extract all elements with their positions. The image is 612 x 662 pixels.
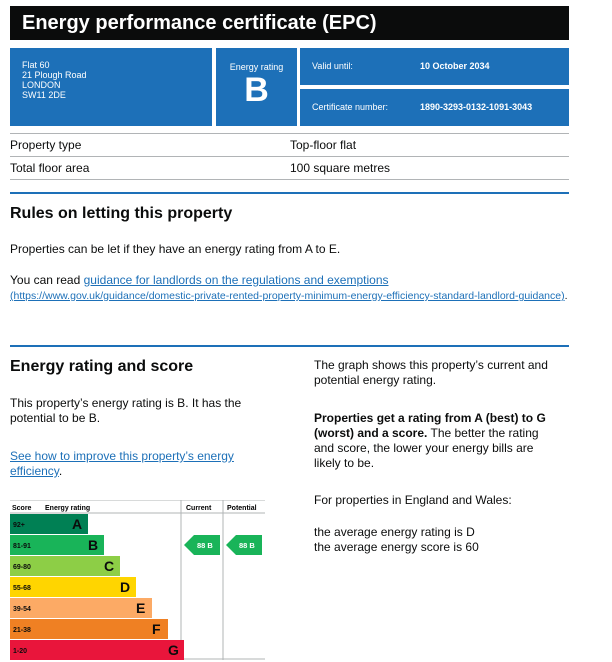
letting-para-2 <box>10 273 569 288</box>
improve-suffix: . <box>58 464 63 478</box>
rating-explanation-line-4: likely to be. <box>314 456 375 470</box>
certificate-number-label: Certificate number: <box>312 102 389 112</box>
rating-explanation-line-1: Properties get a rating from A (best) to G <box>314 411 546 425</box>
improve-link-line-2[interactable]: efficiency <box>10 464 59 478</box>
band-letter-A: A <box>72 516 83 532</box>
valid-until-label: Valid until: <box>312 61 353 71</box>
improve-link-line-1[interactable]: See how to improve this property’s energy <box>10 449 234 463</box>
graph-explanation <box>314 358 574 388</box>
address-line-3: LONDON <box>22 80 61 90</box>
energy-rating-chart <box>10 500 266 660</box>
section-divider-2 <box>10 345 569 347</box>
certificate-number-box <box>300 89 569 126</box>
chart-header-score: Score <box>12 505 32 512</box>
address-line-4: SW11 2DE <box>22 90 66 100</box>
band-letter-C: C <box>104 558 115 574</box>
floor-area-row <box>10 157 569 180</box>
band-letter-F: F <box>152 621 161 637</box>
letting-para-1: Properties can be let if they have an energy rating from A to E. <box>10 242 341 256</box>
section-divider <box>10 192 569 194</box>
chart-header-current: Current <box>186 505 212 512</box>
address-line-2: 21 Plough Road <box>22 70 87 80</box>
valid-until-value: 10 October 2034 <box>420 61 490 71</box>
current-rating-label: 88 B <box>197 541 213 550</box>
band-letter-G: G <box>168 642 179 658</box>
band-range-E: 39-54 <box>13 606 31 613</box>
property-type-key: Property type <box>10 138 82 152</box>
rating-explanation <box>314 411 574 471</box>
rating-explanation-bold-2: (worst) and a score. <box>314 426 428 440</box>
graph-explanation-line-2: potential energy rating. <box>314 373 437 387</box>
region-note: For properties in England and Wales: <box>314 493 512 507</box>
score-para-1 <box>10 396 290 426</box>
score-para-1-line-1: This property’s energy rating is B. It has the <box>10 396 242 410</box>
chart-header-rating: Energy rating <box>45 505 91 512</box>
letting-heading: Rules on letting this property <box>10 205 233 222</box>
band-range-B: 81-91 <box>13 543 31 550</box>
address-line-1: Flat 60 <box>22 60 50 70</box>
band-bar-G <box>41 640 184 660</box>
band-letter-B: B <box>88 537 99 553</box>
rating-explanation-rest-2: The better the rating <box>427 426 539 440</box>
letting-para-2-suffix: . <box>564 290 568 302</box>
potential-rating-label: 88 B <box>239 541 255 550</box>
average-score: the average energy score is 60 <box>314 540 479 554</box>
band-range-C: 69-80 <box>13 564 31 571</box>
floor-area-key: Total floor area <box>10 161 90 175</box>
address-block <box>10 48 212 126</box>
graph-explanation-line-1: The graph shows this property’s current and <box>314 358 548 372</box>
floor-area-value: 100 square metres <box>290 161 391 175</box>
band-range-F: 21-38 <box>13 627 31 634</box>
valid-until-box <box>300 48 569 85</box>
band-range-G: 1-20 <box>13 648 28 655</box>
energy-rating-label: Energy rating <box>229 62 284 72</box>
band-range-D: 55-68 <box>13 585 31 592</box>
energy-rating-letter: B <box>244 71 269 109</box>
average-rating: the average energy rating is D <box>314 525 475 539</box>
certificate-number-value: 1890-3293-0132-1091-3043 <box>420 102 533 112</box>
landlord-guidance-url[interactable]: (https://www.gov.uk/guidance/domestic-private-rented-property-minimum-energy-efficiency-standard-landlord-guidance) <box>10 290 565 302</box>
average-info <box>314 525 574 555</box>
letting-para-2-prefix: You can read <box>10 273 84 287</box>
chart-header-potential: Potential <box>227 505 257 512</box>
band-letter-D: D <box>120 579 131 595</box>
property-type-value: Top-floor flat <box>290 138 357 152</box>
property-type-row <box>10 134 569 157</box>
improve-para <box>10 449 290 479</box>
rating-explanation-line-3: and score, the lower your energy bills are <box>314 441 534 455</box>
energy-rating-box <box>216 48 297 126</box>
band-letter-E: E <box>136 600 146 616</box>
score-para-1-line-2: potential to be B. <box>10 411 101 425</box>
band-range-A: 92+ <box>13 522 25 529</box>
landlord-guidance-link[interactable]: guidance for landlords on the regulations and exemptions <box>83 273 389 287</box>
letting-para-2-url <box>10 289 569 303</box>
score-heading: Energy rating and score <box>10 358 194 375</box>
page-title: Energy performance certificate (EPC) <box>10 6 569 40</box>
band-bar-F <box>41 619 168 639</box>
